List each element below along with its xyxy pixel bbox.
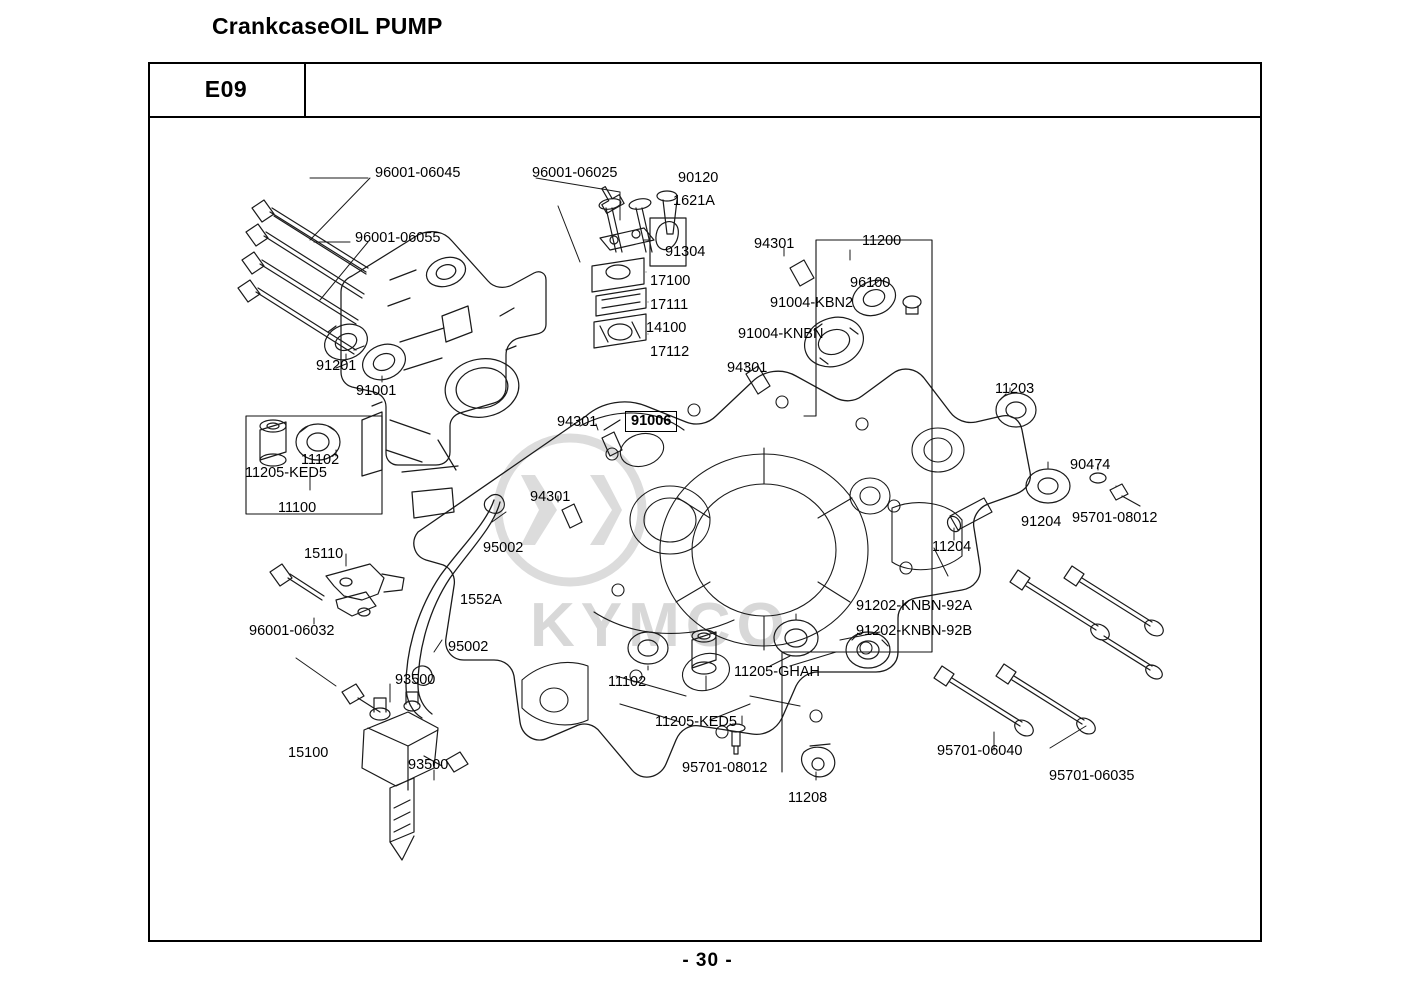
page-number: - 30 -: [682, 950, 733, 971]
part-label-96001-06045: 96001-06045: [375, 165, 461, 181]
part-label-11100: 11100: [278, 500, 317, 516]
part-label-90120: 90120: [678, 170, 719, 186]
part-label-11205-ked5: 11205-KED5: [655, 714, 737, 730]
part-label-93500: 93500: [395, 672, 436, 688]
part-label-11208: 11208: [788, 790, 828, 806]
part-label-14100: 14100: [646, 320, 687, 336]
part-label-91304: 91304: [665, 244, 706, 260]
part-label-1552a: 1552A: [460, 592, 502, 608]
part-label-91202-knbn-92b: 91202-KNBN-92B: [856, 623, 973, 639]
part-label-91201: 91201: [316, 358, 357, 374]
part-label-1621a: 1621A: [673, 193, 715, 209]
part-label-93500: 93500: [408, 757, 449, 773]
part-label-11102: 11102: [608, 674, 647, 690]
title-bar: [148, 62, 1262, 118]
part-label-91004-kbn2: 91004-KBN2: [770, 295, 854, 311]
part-label-90474: 90474: [1070, 457, 1111, 473]
watermark-text: KYMCO: [530, 591, 791, 660]
part-label-95701-08012: 95701-08012: [1072, 510, 1158, 526]
part-label-95701-08012: 95701-08012: [682, 760, 768, 776]
part-label-17111: 17111: [650, 297, 689, 313]
part-label-95701-06035: 95701-06035: [1049, 768, 1135, 784]
technical-illustration: [150, 120, 1260, 940]
part-label-17100: 17100: [650, 273, 691, 289]
part-label-91204: 91204: [1021, 514, 1062, 530]
part-label-11204: 11204: [932, 539, 972, 555]
part-label-95002: 95002: [448, 639, 489, 655]
part-label-11205-ghah: 11205-GHAH: [734, 664, 820, 680]
part-label-94301: 94301: [727, 360, 768, 376]
page-title: CrankcaseOIL PUMP: [212, 13, 443, 39]
part-label-94301: 94301: [557, 414, 598, 430]
part-label-91006: 91006: [625, 411, 677, 432]
part-label-11200: 11200: [862, 233, 902, 249]
part-label-11203: 11203: [995, 381, 1035, 397]
part-label-96001-06032: 96001-06032: [249, 623, 335, 639]
part-label-96001-06025: 96001-06025: [532, 165, 618, 181]
part-label-94301: 94301: [754, 236, 795, 252]
part-label-95701-06040: 95701-06040: [937, 743, 1023, 759]
section-code-cell: [148, 62, 306, 116]
part-label-17112: 17112: [650, 344, 690, 360]
part-label-91202-knbn-92a: 91202-KNBN-92A: [856, 598, 973, 614]
part-label-11102: 11102: [301, 452, 340, 468]
part-label-15110: 15110: [304, 546, 344, 562]
part-label-11205-ked5: 11205-KED5: [245, 465, 327, 481]
part-label-91004-knbn: 91004-KNBN: [738, 326, 824, 342]
part-label-96100: 96100: [850, 275, 891, 291]
part-label-91001: 91001: [356, 383, 397, 399]
part-label-94301: 94301: [530, 489, 571, 505]
section-code: E09: [204, 75, 248, 102]
exploded-view-drawing: [150, 120, 1260, 940]
part-label-95002: 95002: [483, 540, 524, 556]
part-label-96001-06055: 96001-06055: [355, 230, 441, 246]
part-label-15100: 15100: [288, 745, 329, 761]
